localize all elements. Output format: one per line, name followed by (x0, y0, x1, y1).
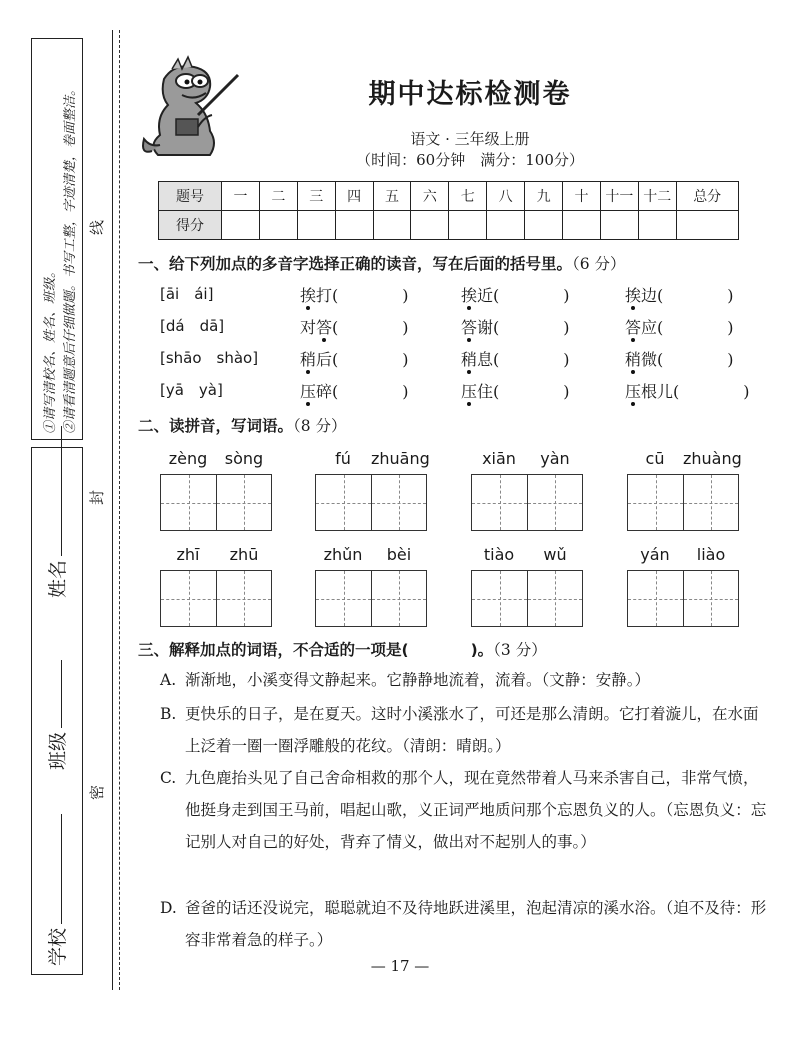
q1-item[interactable] (300, 379, 409, 402)
notice-1: ①请写清校名、姓名、班级。 (43, 264, 58, 434)
dotted-char: 答 (461, 318, 478, 337)
dotted-char: 稍 (300, 350, 317, 369)
q3-title (138, 638, 547, 660)
q1-item[interactable] (300, 283, 409, 306)
q1-item[interactable] (625, 283, 734, 306)
dotted-char: 压 (461, 382, 478, 401)
write-box[interactable] (216, 475, 271, 530)
q1-item[interactable] (300, 315, 409, 338)
binding-dashed-line (119, 30, 120, 990)
write-box[interactable] (527, 475, 582, 530)
binding-margin (0, 0, 125, 1044)
grid-pinyin: zèng (168, 449, 208, 468)
write-box[interactable] (161, 571, 216, 626)
grid-pinyin: yàn (540, 449, 570, 468)
dotted-char: 答 (625, 318, 642, 337)
option-label: A. (160, 671, 177, 689)
score-cell[interactable] (600, 211, 638, 240)
score-cell[interactable] (335, 211, 373, 240)
score-table-header-row (159, 182, 739, 211)
grid-pinyin: tiào (483, 545, 515, 564)
page-number: — 17 — (370, 957, 430, 975)
score-cell[interactable] (373, 211, 411, 240)
grid-pinyin: xiān (482, 449, 516, 468)
q3-title-text: 三、解释加点的词语，不合适的一项是( )。 (138, 641, 494, 659)
q1-item-rest: 微( ) (641, 350, 734, 369)
name-blank[interactable] (60, 426, 62, 556)
score-col-10: 十 (563, 182, 601, 211)
q1-item-rest: 近( ) (477, 286, 570, 305)
grid-pinyin: bèi (386, 545, 412, 564)
q1-item-rest: 后( ) (316, 350, 409, 369)
dotted-char: 稍 (625, 350, 642, 369)
dinosaur-teacher-mascot-icon (138, 55, 248, 165)
score-cell[interactable] (487, 211, 525, 240)
class-blank[interactable] (60, 660, 62, 728)
writing-grid-6 (315, 545, 427, 627)
score-col-11: 十一 (600, 182, 638, 211)
grid-pinyin: zhū (229, 545, 259, 564)
score-table-row2-label: 得分 (159, 211, 222, 240)
write-box[interactable] (472, 475, 527, 530)
notice-2: ②请看清题意后仔细做题。书写工整，字迹清楚，卷面整洁。 (63, 82, 78, 434)
writing-grid-5 (160, 545, 272, 627)
q1-item-rest: 根儿( ) (641, 382, 750, 401)
option-label: C. (160, 769, 177, 787)
grid-pinyin: cū (645, 449, 665, 468)
q3-option-b[interactable] (160, 698, 770, 762)
q1-row-2 (160, 315, 760, 341)
school-label: 学校 (47, 927, 69, 966)
dotted-char: 挨 (625, 286, 642, 305)
time-score-line: （时间：60分钟 满分：100分） (356, 151, 584, 169)
score-col-5: 五 (373, 182, 411, 211)
score-col-6: 六 (411, 182, 449, 211)
q1-item-rest: ( ) (332, 318, 409, 337)
score-cell[interactable] (411, 211, 449, 240)
dotted-char: 挨 (300, 286, 317, 305)
q3-option-a[interactable] (160, 664, 770, 696)
writing-grid-7 (471, 545, 583, 627)
dotted-char: 答 (316, 318, 333, 337)
q1-points: （6 分） (572, 255, 626, 273)
write-box[interactable] (161, 475, 216, 530)
option-label: B. (160, 705, 177, 723)
name-field[interactable] (43, 426, 70, 598)
write-box[interactable] (472, 571, 527, 626)
q1-row-4-pinyin: [yā yà] (160, 381, 223, 399)
subject-line: 语文 · 三年级上册 (410, 130, 530, 148)
score-col-3: 三 (297, 182, 335, 211)
q1-title-text: 一、给下列加点的多音字选择正确的读音，写在后面的括号里。 (138, 255, 573, 273)
dotted-char: 压 (625, 382, 642, 401)
school-blank[interactable] (60, 814, 62, 924)
grid-pinyin: yán (640, 545, 670, 564)
score-col-4: 四 (335, 182, 373, 211)
q1-row-3 (160, 347, 760, 373)
dotted-char: 稍 (461, 350, 478, 369)
write-box[interactable] (527, 571, 582, 626)
q1-item-rest: 打( ) (316, 286, 409, 305)
writing-grid-8 (627, 545, 739, 627)
write-box[interactable] (683, 571, 738, 626)
q1-item[interactable] (625, 379, 750, 402)
q2-title (138, 414, 347, 436)
q2-points: （8 分） (293, 417, 347, 435)
grid-pinyin: liào (696, 545, 726, 564)
school-field[interactable] (43, 814, 70, 966)
seal-label-feng: 封 (88, 489, 106, 505)
q1-row-4 (160, 379, 760, 405)
binding-solid-line (112, 30, 113, 990)
write-box[interactable] (371, 475, 426, 530)
score-col-total: 总分 (676, 182, 738, 211)
write-box[interactable] (316, 571, 371, 626)
q1-item-rest: 应( ) (641, 318, 734, 337)
q1-item[interactable] (625, 315, 734, 338)
q1-item[interactable] (300, 347, 409, 370)
score-table (158, 181, 739, 240)
q1-item-rest: 息( ) (477, 350, 570, 369)
q1-item-rest: 谢( ) (477, 318, 570, 337)
q3-option-c[interactable] (160, 762, 770, 858)
option-text: 更快乐的日子，是在夏天。这时小溪涨水了，可还是那么清朗。它打着漩儿，在水面上泛着一圈一圈浮雕般的花纹。（清朗：晴朗。） (185, 705, 759, 755)
write-box[interactable] (683, 475, 738, 530)
score-table-score-row (159, 211, 739, 240)
q1-item-rest: 住( ) (477, 382, 570, 401)
writing-grid-2 (315, 449, 430, 531)
q1-item[interactable] (461, 283, 570, 306)
seal-label-xian: 线 (88, 219, 106, 235)
score-cell[interactable] (525, 211, 563, 240)
score-table-row1-label: 题号 (159, 182, 222, 211)
grid-pinyin: wǔ (543, 545, 567, 564)
score-col-9: 九 (525, 182, 563, 211)
option-label: D. (160, 899, 177, 917)
q1-row-1-pinyin: [āi ái] (160, 285, 214, 303)
grid-pinyin: zhuàng (683, 449, 742, 468)
score-col-8: 八 (487, 182, 525, 211)
option-text: 渐渐地，小溪变得文静起来。它静静地流着，流着。（文静：安静。） (185, 671, 651, 689)
q1-item[interactable] (625, 347, 734, 370)
score-cell[interactable] (638, 211, 676, 240)
name-label: 姓名 (47, 559, 69, 598)
writing-grid-3 (471, 449, 583, 531)
q1-item-rest: 边( ) (641, 286, 734, 305)
grid-pinyin: sòng (224, 449, 264, 468)
q1-item-pre: 对 (300, 318, 317, 337)
option-text: 九色鹿抬头见了自己舍命相救的那个人，现在竟然带着人马来杀害自己，非常气愤，他挺身走到国王马前，唱起山歌，义正词严地质问那个忘恩负义的人。（忘恩负义：忘记别人对自己的好处，背弃了情义，做出对不起别人的事。） (185, 769, 767, 851)
score-cell[interactable] (297, 211, 335, 240)
class-label: 班级 (47, 731, 69, 770)
q1-row-1 (160, 283, 760, 309)
q2-title-text: 二、读拼音，写词语。 (138, 417, 294, 435)
dotted-char: 压 (300, 382, 317, 401)
write-box[interactable] (371, 571, 426, 626)
q1-title (138, 252, 626, 274)
grid-pinyin: zhī (176, 545, 200, 564)
q1-item-rest: 碎( ) (316, 382, 409, 401)
score-col-12: 十二 (638, 182, 676, 211)
score-col-7: 七 (449, 182, 487, 211)
grid-pinyin: fú (335, 449, 351, 468)
seal-label-mi: 密 (88, 784, 106, 800)
writing-grid-4 (627, 449, 742, 531)
page-title: 期中达标检测卷 (368, 79, 572, 110)
write-box[interactable] (628, 571, 683, 626)
write-box[interactable] (316, 475, 371, 530)
score-col-1: 一 (222, 182, 260, 211)
q1-item[interactable] (461, 315, 570, 338)
score-cell[interactable] (222, 211, 260, 240)
score-cell-total[interactable] (676, 211, 738, 240)
grid-pinyin: zhǔn (323, 545, 363, 564)
q1-item[interactable] (461, 379, 570, 402)
q1-item[interactable] (461, 347, 570, 370)
q3-points: （3 分） (493, 641, 547, 659)
score-cell[interactable] (449, 211, 487, 240)
write-box[interactable] (216, 571, 271, 626)
dotted-char: 挨 (461, 286, 478, 305)
score-cell[interactable] (259, 211, 297, 240)
score-col-2: 二 (259, 182, 297, 211)
q1-row-2-pinyin: [dá dā] (160, 317, 225, 335)
q3-option-d[interactable] (160, 892, 770, 956)
grid-pinyin: zhuāng (371, 449, 430, 468)
q1-row-3-pinyin: [shāo shào] (160, 349, 259, 367)
option-text: 爸爸的话还没说完，聪聪就迫不及待地跃进溪里，泡起清凉的溪水浴。（迫不及待：形容非常着急的样子。） (185, 899, 767, 949)
score-cell[interactable] (563, 211, 601, 240)
writing-grid-1 (160, 449, 272, 531)
write-box[interactable] (628, 475, 683, 530)
class-field[interactable] (43, 660, 70, 770)
